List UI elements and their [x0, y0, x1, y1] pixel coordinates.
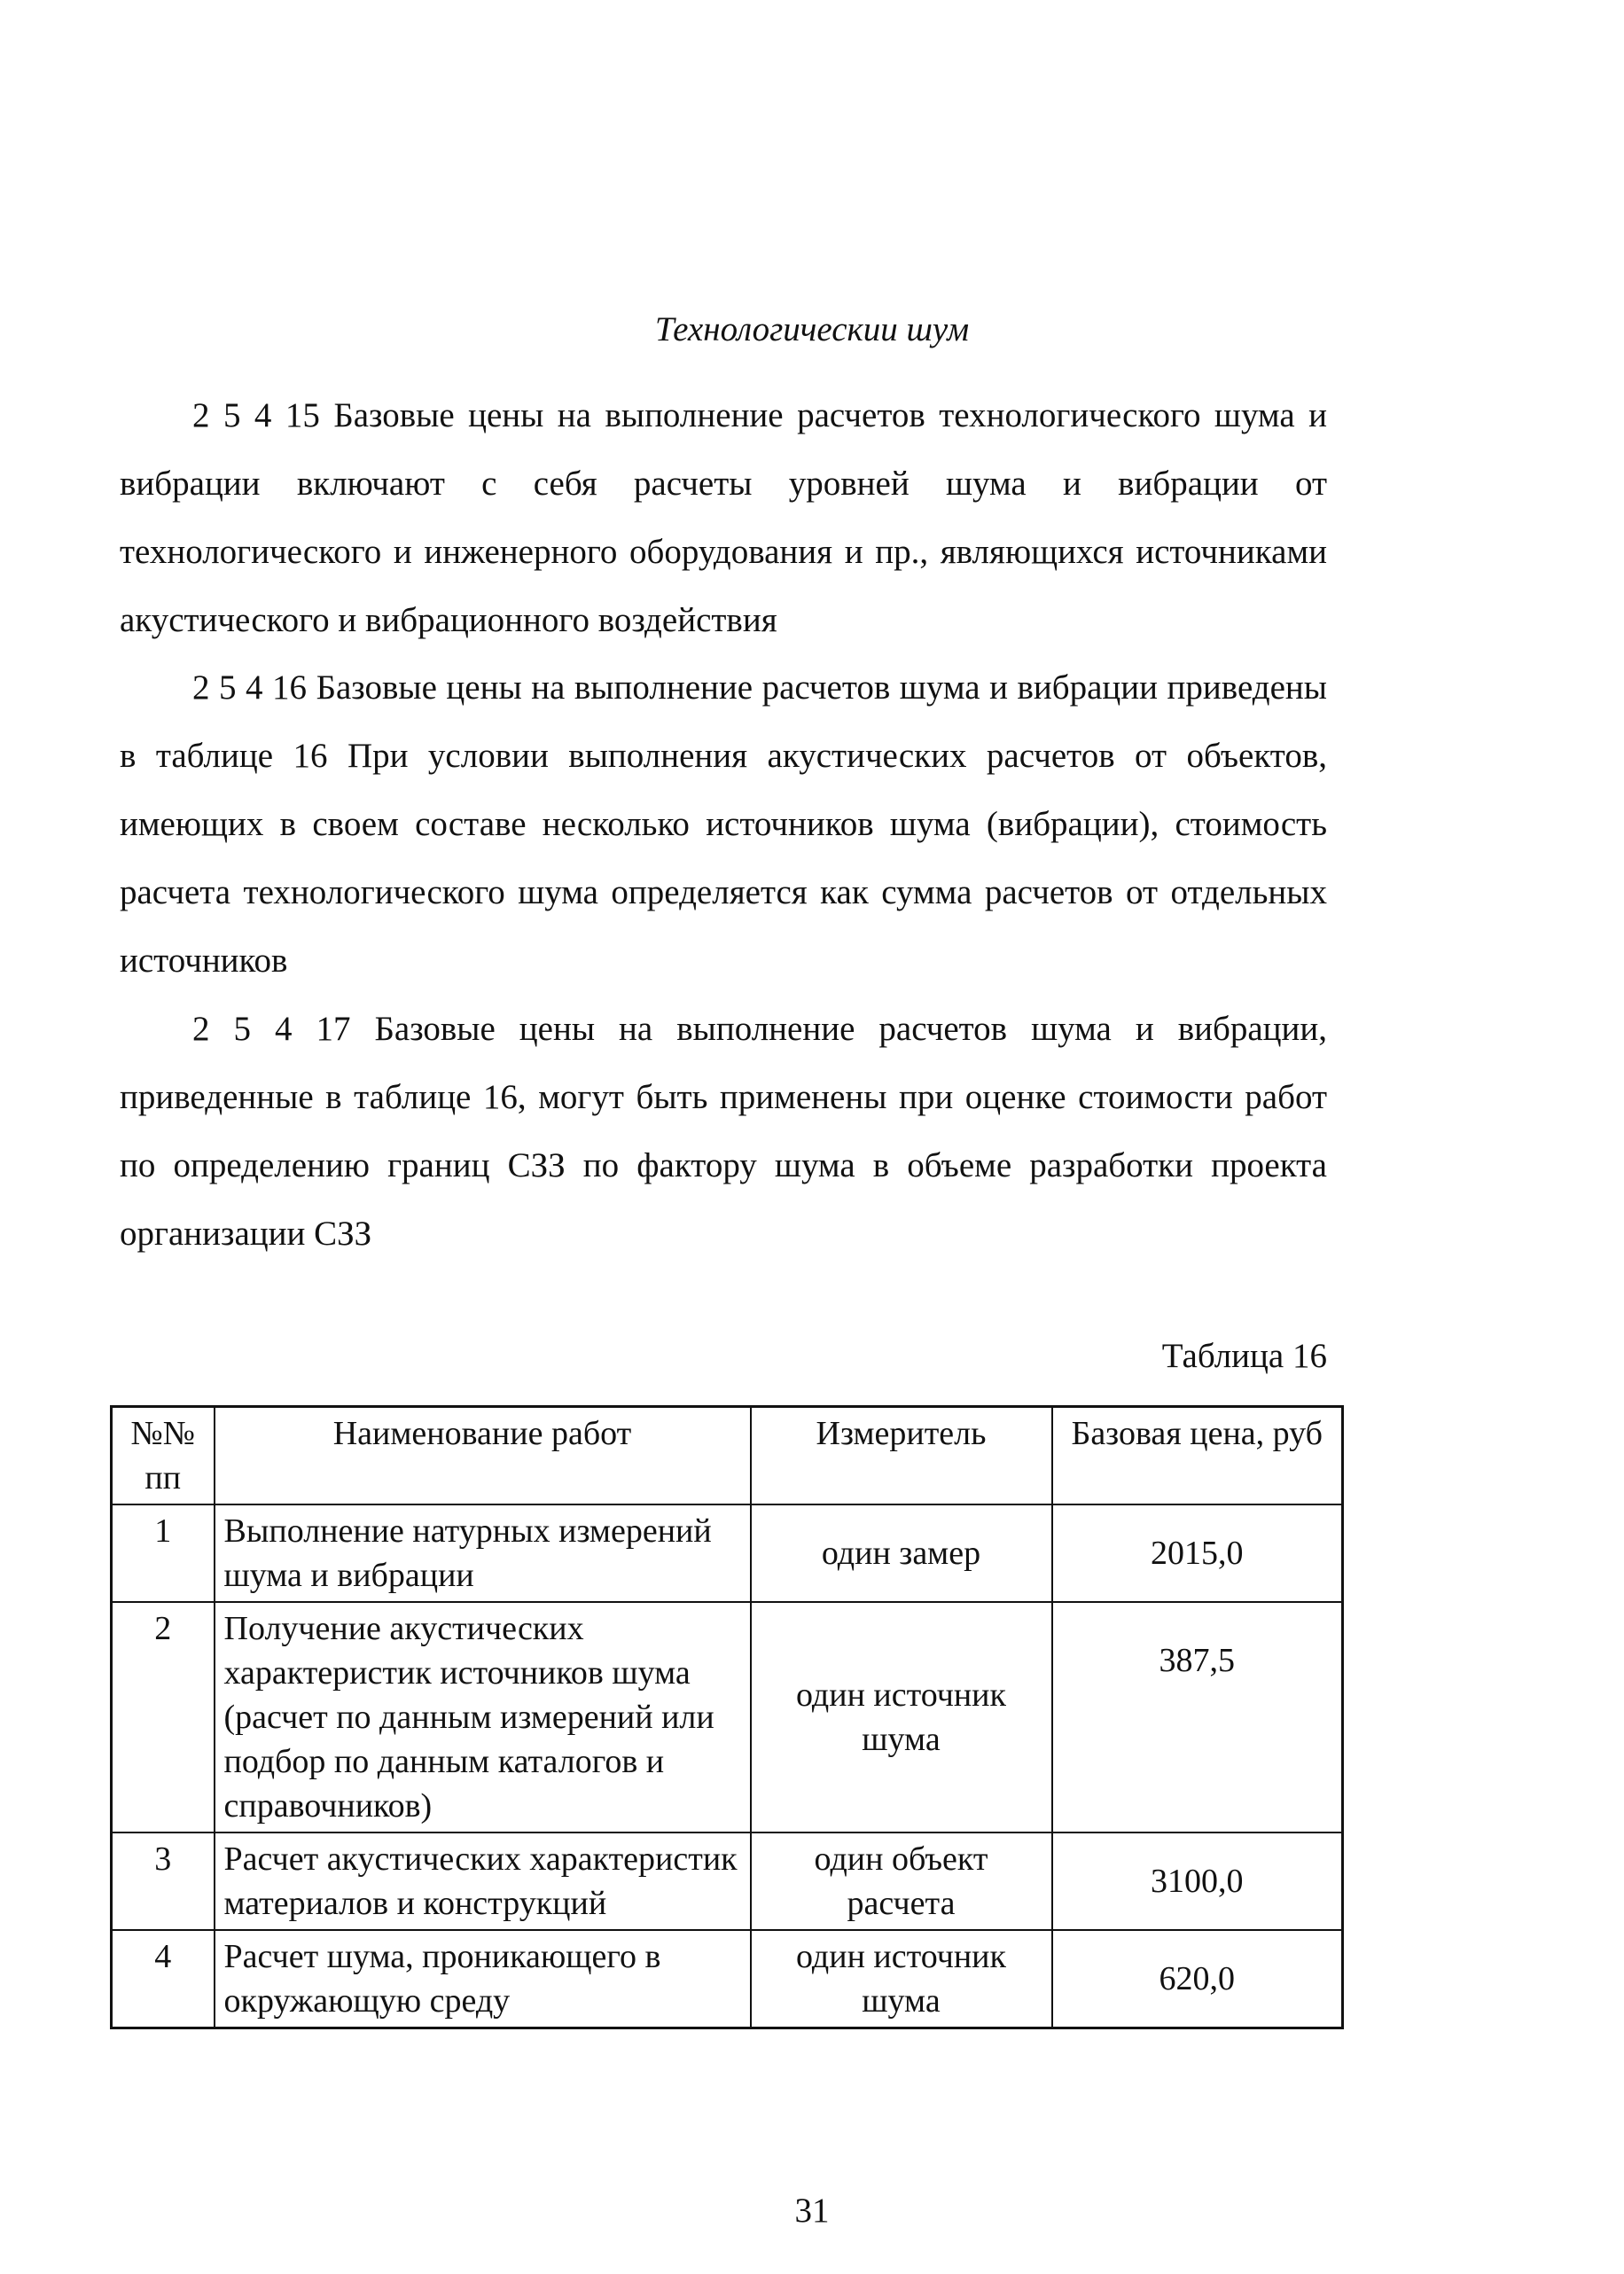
row-name: Расчет шума, проникающего в окружающую среду [215, 1930, 751, 2028]
row-price: 387,5 [1052, 1602, 1343, 1832]
page-number: 31 [794, 2192, 830, 2230]
table-header-row [112, 1407, 1343, 1505]
row-num: 1 [112, 1504, 215, 1602]
price-table [110, 1405, 1344, 2029]
row-name: Расчет акустических характеристик материалов и конструкций [215, 1832, 751, 1930]
table-caption: Таблица 16 [1161, 1337, 1327, 1375]
row-unit: один источник шума [751, 1930, 1052, 2028]
header-num: №№ пп [112, 1407, 215, 1505]
row-num: 4 [112, 1930, 215, 2028]
paragraph-2-5-4-15: 2 5 4 15 Базовые цены на выполнение расчетов технологического шума и вибрации включают с себя расчеты уровней шума и вибрации от технологического и инженерного оборудования и пр., являющихся источниками акустического и вибрационного воздействия [120, 396, 1327, 639]
row-num: 2 [112, 1602, 215, 1832]
row-name: Выполнение натурных измерений шума и вибрации [215, 1504, 751, 1602]
header-unit: Измеритель [751, 1407, 1052, 1505]
header-name: Наименование работ [215, 1407, 751, 1505]
row-num: 3 [112, 1832, 215, 1930]
row-unit: один объект расчета [751, 1832, 1052, 1930]
section-heading: Технологическии шум [654, 310, 970, 348]
table-row [112, 1832, 1343, 1930]
row-unit: один источник шума [751, 1602, 1052, 1832]
paragraph-2-5-4-17: 2 5 4 17 Базовые цены на выполнение расчетов шума и вибрации, приведенные в таблице 16, могут быть применены при оценке стоимости работ по определению границ СЗЗ по фактору шума в объеме разработки проекта организации СЗЗ [120, 1010, 1327, 1253]
table-row [112, 1930, 1343, 2028]
table-row [112, 1504, 1343, 1602]
paragraph-2-5-4-16: 2 5 4 16 Базовые цены на выполнение расчетов шума и вибрации приведены в таблице 16 При условии выполнения акустических расчетов от объектов, имеющих в своем составе несколько источников шума (вибрации), стоимость расчета технологического шума определяется как сумма расчетов от отдельных источников [120, 668, 1327, 980]
row-price: 620,0 [1052, 1930, 1343, 2028]
row-name: Получение акустических характеристик источников шума (расчет по данным измерений или подбор по данным каталогов и справочников) [215, 1602, 751, 1832]
table-row [112, 1602, 1343, 1832]
row-price: 3100,0 [1052, 1832, 1343, 1930]
row-unit: один замер [751, 1504, 1052, 1602]
header-price: Базовая цена, руб [1052, 1407, 1343, 1505]
row-price: 2015,0 [1052, 1504, 1343, 1602]
